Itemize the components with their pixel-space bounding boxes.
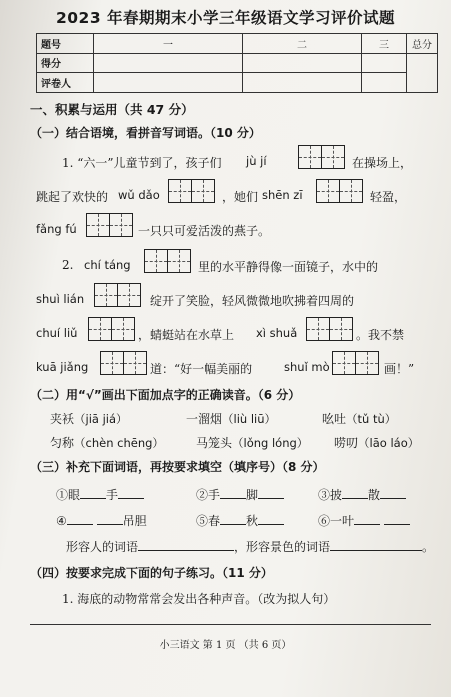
idiom-part: ⑤春 [196,514,221,528]
q2-text-4a: 道：“好一幅美丽的 [150,362,253,376]
reading-word: 唠叨 [334,436,359,450]
pinyin-shenzi: shēn zī [262,188,303,202]
reading-options[interactable]: （jiā jiá） [74,412,128,426]
score-cell[interactable] [94,53,243,73]
tian-grid-fangfu[interactable] [86,213,133,237]
q1-text-1b: 在操场上， [352,156,413,170]
idiom-part: ②手 [196,488,221,502]
score-table [36,33,438,93]
idiom-blank[interactable] [118,498,144,499]
idiom-3 [318,486,406,503]
tian-grid-juji[interactable] [298,145,345,169]
q1-text-3: 一只只可爱活泼的燕子。 [138,224,271,238]
pinyin-chuiliu: chuí liǔ [36,326,78,340]
reading-item [322,410,396,427]
tian-grid-chuiliu[interactable] [88,317,135,341]
part4-q1: 1. 海底的动物常常会发出各种声音。（改为拟人句） [62,592,336,606]
q2-text-2: 绽开了笑脸，轻风微微地吹拂着四周的 [150,294,355,308]
category-label-scenery: ，形容景色的词语 [234,540,331,554]
idiom-part: ③披 [318,488,343,502]
reading-options[interactable]: （liù liū） [222,412,277,426]
grader-row-label: 评卷人 [37,73,94,93]
score-row-label: 得分 [37,53,94,73]
idiom-blank[interactable] [354,524,380,525]
q2-text-1: 里的水平静得像一面镜子，水中的 [198,260,379,274]
tian-grid-chitang[interactable] [144,249,191,273]
reading-options[interactable]: （lǒng lóng） [232,436,309,450]
idiom-blank[interactable] [97,524,123,525]
reading-options[interactable]: （chèn chēng） [74,436,164,450]
idiom-blank[interactable] [384,524,410,525]
idiom-blank[interactable] [67,524,93,525]
pinyin-xishua: xì shuǎ [256,326,298,340]
idiom-blank[interactable] [258,524,284,525]
idiom-blank[interactable] [220,524,246,525]
score-header-label: 题号 [37,34,94,54]
idiom-5 [196,512,284,529]
grader-cell[interactable] [94,73,243,93]
idiom-blank[interactable] [258,498,284,499]
reading-word: 马笼头 [196,436,233,450]
category-blank-person[interactable] [138,550,234,551]
page-footer: 小三语文 第 1 页 （共 6 页） [159,640,292,651]
score-header-total: 总分 [407,34,438,54]
part4-heading: （四）按要求完成下面的句子练习。（11 分） [30,566,273,580]
score-header-3: 三 [362,34,407,54]
tian-grid-kuajiang[interactable] [100,351,147,375]
score-cell[interactable] [243,53,362,73]
reading-word: 匀称 [50,436,75,450]
footer-divider [30,624,431,625]
idiom-part: ①眼 [56,488,81,502]
section1-heading: 一、积累与运用（共 47 分） [30,102,194,117]
tian-grid-xishua[interactable] [306,317,353,341]
reading-item [50,434,164,451]
reading-options[interactable]: （lāo láo） [358,436,420,450]
category-line [66,538,434,555]
q1-text-2a: 跳起了欢快的 [36,190,109,204]
category-end: 。 [422,540,435,554]
idiom-part: 手 [106,488,119,502]
pinyin-chitang: chí táng [84,258,131,272]
idiom-part: 吊胆 [122,514,147,528]
idiom-1 [56,486,144,503]
q1-text-2b: ，她们 [222,190,259,204]
reading-word: 一溜烟 [186,412,223,426]
idiom-blank[interactable] [380,498,406,499]
tian-grid-shenzi[interactable] [316,179,363,203]
pinyin-kuajiang: kuā jiǎng [36,360,89,374]
idiom-2 [196,486,284,503]
category-blank-scenery[interactable] [330,550,422,551]
idiom-4 [56,512,147,529]
idiom-part: 脚 [246,488,259,502]
pinyin-shuilian: shuì lián [36,292,85,306]
reading-item [186,410,276,427]
grader-cell[interactable] [362,73,407,93]
pinyin-juji: jù jí [246,154,267,168]
reading-word: 夹袄 [50,412,75,426]
score-header-2: 二 [243,34,362,54]
reading-item [334,434,419,451]
idiom-part: 散 [368,488,381,502]
grader-cell[interactable] [243,73,362,93]
idiom-part: ⑥一叶 [318,514,355,528]
reading-item [196,434,308,451]
part2-heading: （二）用“√”画出下面加点字的正确读音。（6 分） [30,388,301,402]
pinyin-shuimo: shuǐ mò [284,360,330,374]
q2-text-3a: ，蜻蜓站在水草上 [138,328,235,342]
part3-heading: （三）补充下面词语，再按要求填空（填序号）（8 分） [30,460,325,474]
tian-grid-wudao[interactable] [168,179,215,203]
idiom-part: ④ [56,514,67,528]
score-cell[interactable] [362,53,407,73]
category-label-person: 形容人的词语 [66,540,139,554]
tian-grid-shuimo[interactable] [332,351,379,375]
q1-text-2c: 轻盈， [370,190,407,204]
idiom-part: 秋 [246,514,259,528]
pinyin-wudao: wǔ dǎo [118,188,160,202]
reading-item [50,410,128,427]
score-header-1: 一 [94,34,243,54]
part1-heading: （一）结合语境，看拼音写词语。（10 分） [30,126,261,140]
idiom-blank[interactable] [220,498,246,499]
reading-options[interactable]: （tǔ tù） [346,412,397,426]
exam-title: 2023 年春期期末小学三年级语文学习评价试题 [55,9,396,27]
q2-number: 2. [62,258,74,272]
tian-grid-shuilian[interactable] [94,283,141,307]
q1-text-1: 1. “六一”儿童节到了，孩子们 [62,156,222,170]
idiom-blank[interactable] [80,498,106,499]
q2-text-3b: 。我不禁 [356,328,405,342]
q2-text-4b: 画！” [384,362,415,376]
idiom-6 [318,512,410,529]
reading-word: 吆吐 [322,412,347,426]
idiom-blank[interactable] [342,498,368,499]
score-total-cell[interactable] [407,53,438,92]
pinyin-fangfu: fǎng fú [36,222,77,236]
